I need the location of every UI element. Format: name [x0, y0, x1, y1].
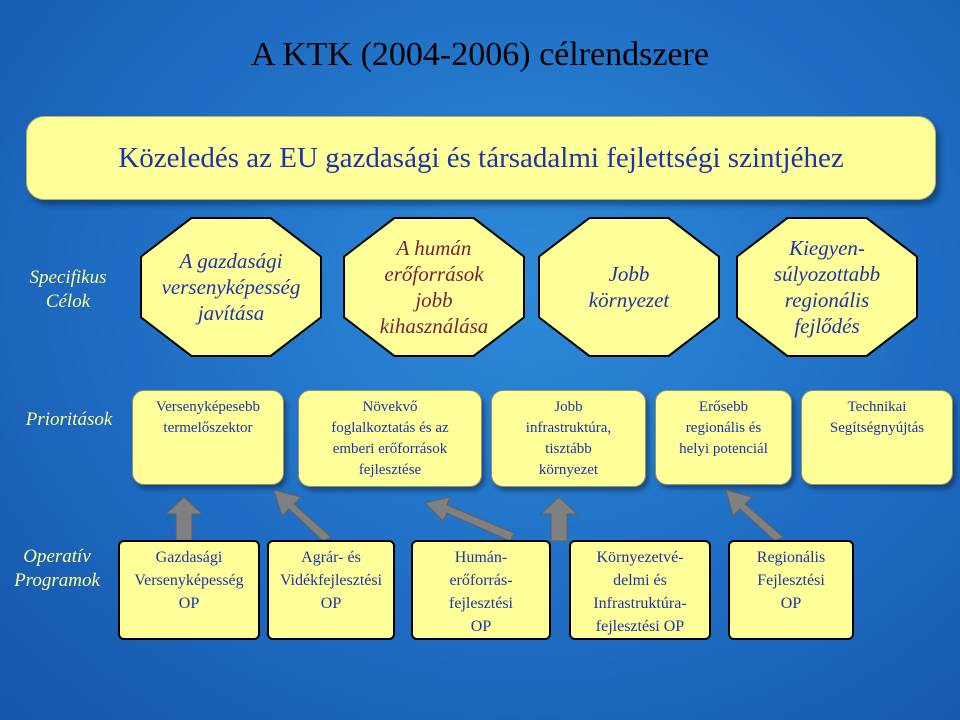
- priority-text-line: regionális és: [685, 420, 762, 436]
- program-text-line: erőforrás-: [449, 572, 513, 589]
- octagon-text-line: jobb: [415, 288, 453, 312]
- octagon-text-line: fejlődés: [794, 314, 860, 338]
- program-text-line: Regionális: [756, 549, 826, 566]
- label-specific-line: Specifikus: [29, 267, 107, 288]
- label-priorities: Prioritások: [25, 409, 113, 430]
- octagon-text-line: versenyképesség: [161, 275, 301, 299]
- octagon-text-line: környezet: [588, 288, 670, 312]
- program-text-line: Infrastruktúra-: [593, 595, 687, 612]
- octagon-text-line: kihasználása: [379, 314, 489, 338]
- program-text-line: Agrár- és: [301, 549, 361, 566]
- program-box: [411, 540, 551, 640]
- priority-text-line: Versenyképesebb: [155, 399, 261, 415]
- priority-text-line: tisztább: [545, 440, 592, 457]
- priority-text-line: fejlesztése: [358, 461, 422, 478]
- priority-text-line: infrastruktúra,: [525, 419, 612, 436]
- priority-text-line: környezet: [538, 461, 599, 478]
- arrow-up-left-icon: [274, 490, 331, 541]
- priority-text-line: Segítségnyújtás: [829, 420, 925, 436]
- priority-text-line: foglalkoztatás és az: [331, 419, 449, 436]
- priority-text-line: emberi erőforrások: [332, 440, 448, 457]
- label-specific-line: Célok: [45, 291, 91, 312]
- page-title: A KTK (2004-2006) célrendszere: [251, 36, 709, 73]
- priority-text-line: Jobb: [554, 398, 583, 415]
- arrow-up-icon: [541, 497, 577, 541]
- program-box: [569, 540, 711, 640]
- octagon-text-line: javítása: [197, 301, 265, 325]
- program-text-line: fejlesztési OP: [595, 618, 685, 635]
- program-text-line: Környezetvé-: [596, 549, 684, 566]
- octagon-text-line: A humán: [396, 236, 472, 260]
- octagon-text-line: erőforrások: [384, 262, 484, 286]
- program-text-line: OP: [470, 618, 492, 635]
- program-text-line: OP: [780, 595, 802, 612]
- program-box: [728, 540, 854, 640]
- program-text-line: fejlesztési: [449, 595, 513, 612]
- octagon-text-line: A gazdasági: [179, 249, 283, 273]
- priority-text-line: helyi potenciál: [679, 441, 768, 457]
- label-operative-line: Operatív: [23, 546, 91, 567]
- program-box: [267, 540, 395, 640]
- octagon-text-line: regionális: [784, 288, 870, 312]
- priority-text-line: Technikai: [847, 399, 907, 415]
- octagon-text-line: Kiegyen-: [789, 236, 865, 260]
- priority-text-line: Erősebb: [698, 399, 749, 415]
- priority-text-line: Növekvő: [362, 398, 418, 415]
- program-box: [118, 540, 260, 640]
- priority-text-line: termelőszektor: [163, 420, 253, 436]
- program-text-line: delmi és: [613, 572, 667, 589]
- arrow-up-left-icon: [726, 490, 783, 541]
- program-text-line: Gazdasági: [155, 549, 223, 566]
- program-text-line: Humán-: [454, 549, 508, 566]
- arrow-up-icon: [166, 497, 202, 541]
- program-text-line: Vidékfejlesztési: [279, 572, 383, 589]
- program-text-line: Fejlesztési: [757, 572, 825, 589]
- overall-goal-text: Közeledés az EU gazdasági és társadalmi fejlettségi szintjéhez: [118, 141, 844, 174]
- octagon-text-line: súlyozottabb: [773, 262, 881, 286]
- label-operative-line: Programok: [14, 570, 100, 591]
- program-text-line: OP: [320, 595, 342, 612]
- octagon-text-line: Jobb: [608, 262, 650, 286]
- program-text-line: Versenyképesség: [134, 572, 244, 589]
- arrow-up-left-icon: [425, 497, 514, 541]
- program-text-line: OP: [178, 595, 200, 612]
